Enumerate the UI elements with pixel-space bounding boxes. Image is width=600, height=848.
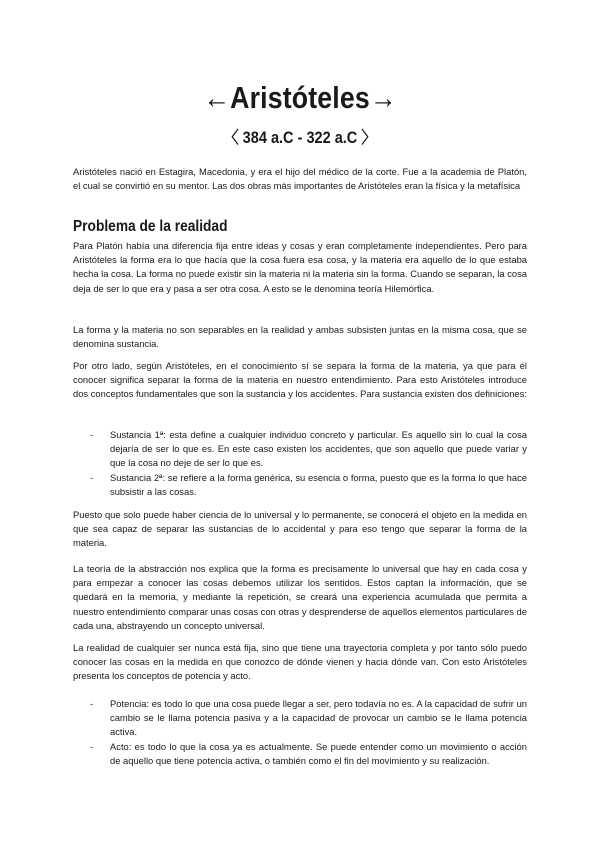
page-subtitle-dates: 〈 384 a.C - 322 a.C 〉 xyxy=(224,129,376,147)
list-item-text: Sustancia 2ª: se refiere a la forma genérica, su esencia o forma, puesto que es la forma lo que hace subsistir a las cosas. xyxy=(110,471,527,497)
paragraph-3: Por otro lado, según Aristóteles, en el conocimiento sí se separa la forma de la materia, ya que para él conocer significa separar la forma de la materia en nuestro entendimiento. Para esto Aristóteles introduce dos conceptos fundamentales que son la sustancia y los accidentes. Para sustancia existen dos definiciones: xyxy=(73,360,527,400)
page-title: ←Aristóteles→ xyxy=(203,80,397,115)
potencia-acto-list xyxy=(90,697,527,768)
bullet-marker: - xyxy=(90,698,94,709)
paragraph-4: Puesto que solo puede haber ciencia de lo universal y lo permanente, se conocerá el objeto en la medida en que sea capaz de separar las sustancias de lo accidental y para eso tengo que separar la forma de la materia. xyxy=(73,509,527,549)
list-item xyxy=(90,471,527,499)
section-heading: Problema de la realidad xyxy=(73,218,228,235)
list-item-text: Potencia: es todo lo que una cosa puede llegar a ser, pero todavía no es. A la capacidad de sufrir un cambio se le llama potencia pasiva y a la capacidad de provocar un cambio se le llama potencia activa. xyxy=(110,698,527,738)
list-item-text: Acto: es todo lo que la cosa ya es actualmente. Se puede entender como un movimiento o acción de aquello que tiene potencia activa, o también como el fin del movimiento y su realización. xyxy=(110,740,527,766)
bullet-marker: - xyxy=(90,740,94,752)
paragraph-1: Para Platón había una diferencia fija entre ideas y cosas y eran completamente independientes. Pero para Aristóteles la forma era lo que hacía que la cosa fuera esa cosa, y la materia era aquello de lo que estaba hecha la cosa. La forma no puede existir sin la materia ni la materia sin la forma. Cuando se separan, la cosa deja de ser lo que era y pasa a ser otra cosa. A esto se le denomina teoría Hilemórfica. xyxy=(73,240,527,294)
bullet-marker: - xyxy=(90,429,94,440)
sustancia-list xyxy=(90,428,527,499)
paragraph-2: La forma y la materia no son separables en la realidad y ambas subsisten juntas en la misma cosa, que se denomina sustancia. xyxy=(73,324,527,350)
list-item-text: Sustancia 1ª: esta define a cualquier individuo concreto y particular. Es aquello sin lo cual la cosa dejaría de ser lo que es. En este caso existen los accidentes, que son aquello que puede variar y que la cosa no deje de ser lo que es. xyxy=(110,429,527,469)
list-item xyxy=(90,697,527,740)
paragraph-6: La realidad de cualquier ser nunca está fija, sino que tiene una trayectoria completa y por tanto sólo puedo conocer las cosas en la medida en que conozco de dónde vienen y hacia dónde van. Con esto Aristóteles presenta los conceptos de potencia y acto. xyxy=(73,642,527,682)
bullet-marker: - xyxy=(90,471,94,483)
list-item xyxy=(90,428,527,471)
list-item xyxy=(90,740,527,768)
intro-paragraph: Aristóteles nació en Estagira, Macedonia, y era el hijo del médico de la corte. Fue a la academia de Platón, el cual se convirtió en su mentor. Las dos obras más importantes de Aristóteles eran la física y la metafísica xyxy=(73,166,527,192)
paragraph-5: La teoría de la abstracción nos explica que la forma es precisamente lo universal que hay en cada cosa y para empezar a conocer las cosas debemos utilizar los sentidos. Estos captan la información, que se quedará en la memoria, y mediante la repetición, se creará una experiencia acumulada que permita a nuestro entendimiento comparar unas cosas con otras y desprenderse de aquellos elementos particulares de cada una, abstrayendo un concepto universal. xyxy=(73,563,527,631)
